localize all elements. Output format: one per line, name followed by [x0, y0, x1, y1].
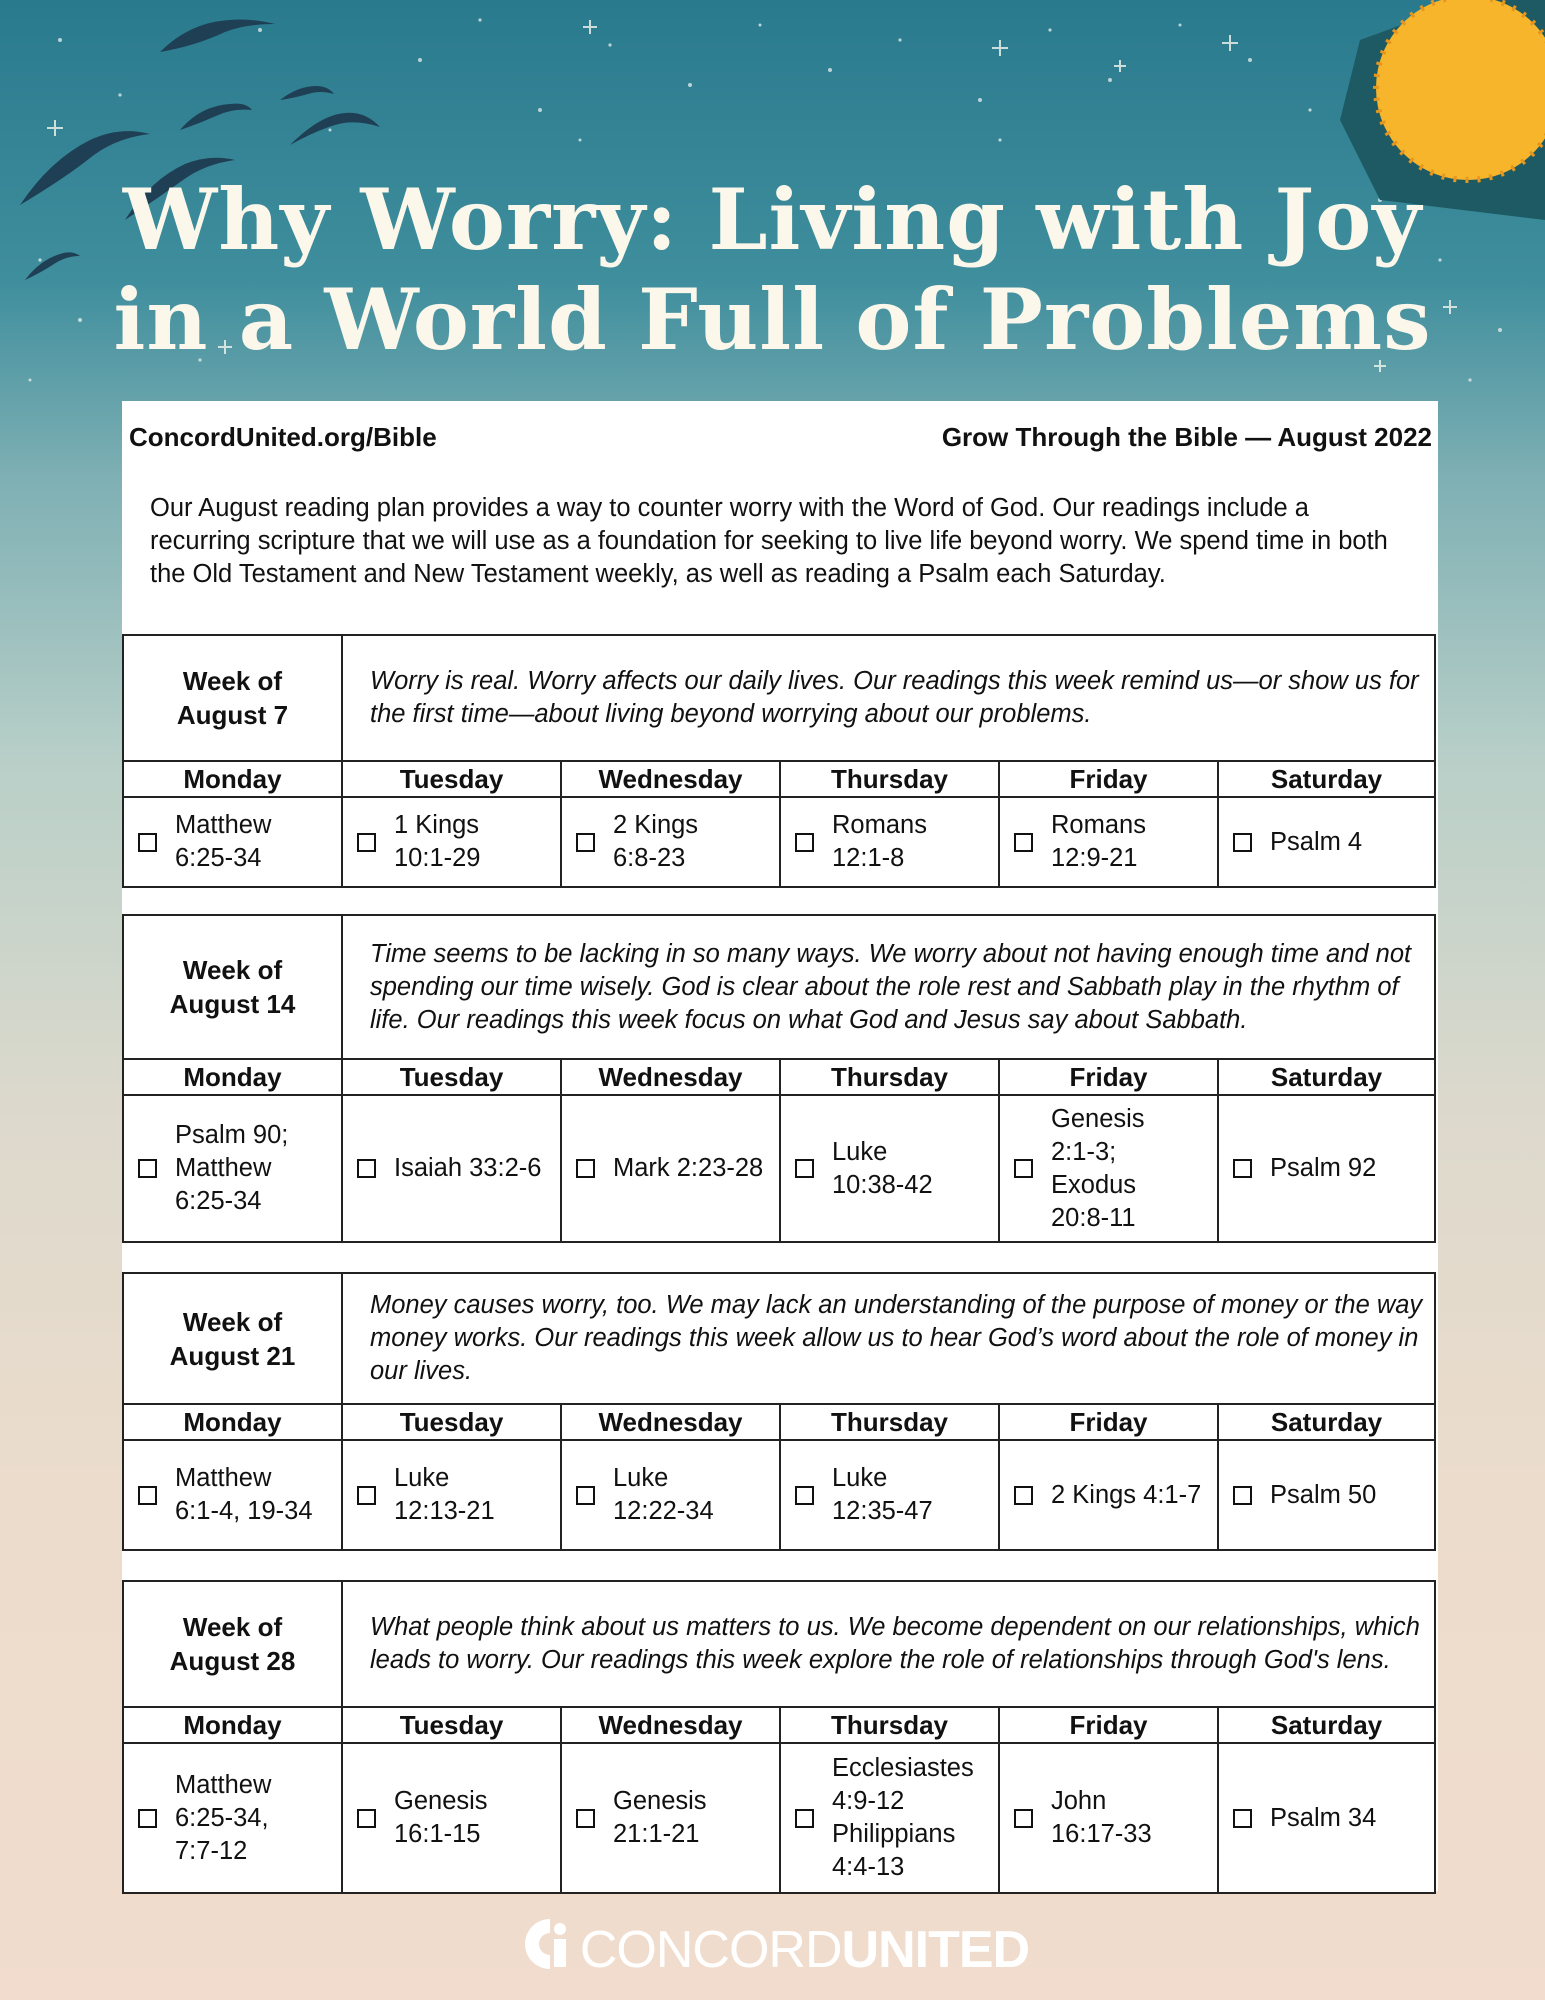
- checkbox-icon[interactable]: [138, 1159, 157, 1178]
- day-name: Friday: [1000, 1708, 1219, 1742]
- day-name: Thursday: [781, 762, 1000, 796]
- checkbox-icon[interactable]: [576, 1159, 595, 1178]
- checkbox-icon[interactable]: [1233, 833, 1252, 852]
- reading-row: [124, 1096, 1434, 1241]
- day-name: Saturday: [1270, 764, 1383, 794]
- intro-paragraph: Our August reading plan provides a way to counter worry with the Word of God. Our readings include a recurring scripture that we will use as a foundation for seeking to live life beyond worry. We spend time in both the Old Testament and New Testament weekly, as well as reading a Psalm each Saturday.: [150, 494, 1388, 588]
- checkbox-icon[interactable]: [795, 1159, 814, 1178]
- reading-reference: Luke 12:13-21: [394, 1464, 495, 1525]
- reading-reference: 1 Kings 10:1-29: [394, 811, 481, 872]
- reading-reference: Psalm 90; Matthew 6:25-34: [175, 1121, 289, 1215]
- logo-text-concord: CONCORD: [579, 1921, 842, 1979]
- checkbox-icon[interactable]: [138, 1486, 157, 1505]
- reading-row: [124, 1744, 1434, 1892]
- week-label: Week of August 28: [124, 1582, 343, 1706]
- week-header: [124, 1274, 1434, 1405]
- checkbox-icon[interactable]: [357, 1809, 376, 1828]
- plan-heading: Grow Through the Bible — August 2022: [941, 422, 1432, 452]
- reading-reference: Matthew 6:25-34, 7:7-12: [175, 1770, 272, 1865]
- day-name: Friday: [1000, 1060, 1219, 1094]
- page-title: [0, 170, 1545, 370]
- reading-reference: Genesis 21:1-21: [613, 1787, 707, 1848]
- reading-reference: Romans 12:9-21: [1051, 811, 1146, 872]
- week-header: [124, 916, 1434, 1060]
- day-name: Saturday: [1270, 1407, 1383, 1437]
- reading-cell: [124, 1744, 343, 1892]
- day-name: Wednesday: [562, 1060, 781, 1094]
- reading-cell: [1000, 1441, 1219, 1549]
- reading-cell: [1219, 1441, 1434, 1549]
- checkbox-icon[interactable]: [357, 1159, 376, 1178]
- bird-icon: [160, 20, 275, 53]
- week-block: [122, 914, 1436, 1243]
- concord-logo-icon: [516, 1915, 574, 1973]
- day-name: Tuesday: [343, 1708, 562, 1742]
- checkbox-icon[interactable]: [1014, 833, 1033, 852]
- reading-cell: [781, 798, 1000, 886]
- reading-cell: [562, 1096, 781, 1241]
- week-label: Week of August 21: [124, 1274, 343, 1403]
- reading-reference: Luke 12:35-47: [832, 1464, 933, 1525]
- reading-cell: [124, 798, 343, 886]
- checkbox-icon[interactable]: [1014, 1809, 1033, 1828]
- week-block: [122, 634, 1436, 888]
- checkbox-icon[interactable]: [1233, 1809, 1252, 1828]
- reading-cell: [343, 798, 562, 886]
- reading-reference: Mark 2:23-28: [613, 1154, 764, 1182]
- reading-cell: [1219, 798, 1434, 886]
- day-name: Monday: [124, 1708, 343, 1742]
- title-line-1: Why Worry: Living with Joy: [122, 170, 1423, 269]
- checkbox-icon[interactable]: [576, 1486, 595, 1505]
- checkbox-icon[interactable]: [795, 1809, 814, 1828]
- checkbox-icon[interactable]: [357, 833, 376, 852]
- logo-text-united: UNITED: [841, 1921, 1030, 1979]
- reading-reference: Psalm 4: [1270, 827, 1363, 856]
- checkbox-icon[interactable]: [795, 833, 814, 852]
- day-name: Wednesday: [562, 762, 781, 796]
- website-link[interactable]: ConcordUnited.org/Bible: [129, 422, 437, 452]
- day-name: Thursday: [781, 1708, 1000, 1742]
- reading-cell: [562, 1744, 781, 1892]
- week-header: [124, 1582, 1434, 1708]
- day-header-row: [124, 1708, 1434, 1744]
- day-name: Thursday: [781, 1060, 1000, 1094]
- reading-cell: [1000, 1744, 1219, 1892]
- day-header-row: [124, 1060, 1434, 1096]
- checkbox-icon[interactable]: [1014, 1159, 1033, 1178]
- checkbox-icon[interactable]: [1233, 1486, 1252, 1505]
- reading-row: [124, 1441, 1434, 1549]
- day-name: Monday: [124, 1060, 343, 1094]
- week-label: Week of August 14: [124, 916, 343, 1058]
- day-name: Tuesday: [343, 1060, 562, 1094]
- day-name: Tuesday: [343, 1405, 562, 1439]
- day-name: Monday: [124, 762, 343, 796]
- reading-cell: [124, 1441, 343, 1549]
- reading-cell: [1000, 798, 1219, 886]
- bird-icon: [180, 104, 252, 130]
- reading-row: [124, 798, 1434, 886]
- week-block: [122, 1272, 1436, 1551]
- reading-cell: [343, 1744, 562, 1892]
- day-name: Thursday: [781, 1405, 1000, 1439]
- checkbox-icon[interactable]: [576, 1809, 595, 1828]
- reading-reference: Ecclesiastes 4:9-12 Philippians 4:4-13: [832, 1754, 974, 1881]
- reading-reference: Matthew 6:25-34: [175, 811, 272, 872]
- checkbox-icon[interactable]: [1014, 1486, 1033, 1505]
- reading-reference: John 16:17-33: [1051, 1787, 1152, 1848]
- reading-cell: [781, 1096, 1000, 1241]
- reading-reference: Luke 10:38-42: [832, 1137, 933, 1199]
- reading-reference: Psalm 92: [1270, 1154, 1377, 1182]
- day-name: Saturday: [1270, 1710, 1383, 1740]
- checkbox-icon[interactable]: [1233, 1159, 1252, 1178]
- reading-cell: [343, 1096, 562, 1241]
- reading-reference: Psalm 50: [1270, 1480, 1377, 1509]
- week-label: Week of August 7: [124, 636, 343, 760]
- checkbox-icon[interactable]: [138, 833, 157, 852]
- reading-cell: [124, 1096, 343, 1241]
- day-header-row: [124, 762, 1434, 798]
- reading-reference: Matthew 6:1-4, 19-34: [175, 1464, 313, 1525]
- reading-cell: [1000, 1096, 1219, 1241]
- day-name: Saturday: [1270, 1062, 1383, 1092]
- reading-cell: [343, 1441, 562, 1549]
- checkbox-icon[interactable]: [138, 1809, 157, 1828]
- reading-reference: Romans 12:1-8: [832, 811, 927, 872]
- checkbox-icon[interactable]: [357, 1486, 376, 1505]
- reading-reference: Genesis 16:1-15: [394, 1787, 488, 1848]
- reading-cell: [562, 1441, 781, 1549]
- bird-icon: [290, 113, 380, 145]
- checkbox-icon[interactable]: [795, 1486, 814, 1505]
- reading-reference: Genesis 2:1-3; Exodus 20:8-11: [1051, 1104, 1145, 1232]
- checkbox-icon[interactable]: [576, 833, 595, 852]
- bird-icon: [280, 86, 334, 100]
- day-name: Tuesday: [343, 762, 562, 796]
- week-description: Worry is real. Worry affects our daily lives. Our readings this week remind us—or show us for the first time—about living beyond worrying about our problems.: [370, 667, 1419, 728]
- reading-cell: [562, 798, 781, 886]
- reading-reference: Isaiah 33:2-6: [394, 1154, 542, 1182]
- concord-united-logo: [0, 1915, 1545, 1980]
- reading-reference: Psalm 34: [1270, 1803, 1377, 1832]
- day-name: Friday: [1000, 1405, 1219, 1439]
- day-name: Friday: [1000, 762, 1219, 796]
- reading-reference: Luke 12:22-34: [613, 1464, 714, 1525]
- week-description: Time seems to be lacking in so many ways. We worry about not having enough time and not spending our time wisely. God is clear about the role rest and Sabbath play in the rhythm of life. Our readings this week focus on what God and Jesus say about Sabbath.: [370, 939, 1412, 1034]
- reading-cell: [1219, 1096, 1434, 1241]
- week-block: [122, 1580, 1436, 1894]
- week-description: Money causes worry, too. We may lack an understanding of the purpose of money or the way money works. Our readings this week allow us to hear God’s word about the role of money in our lives.: [370, 1291, 1423, 1385]
- reading-cell: [1219, 1744, 1434, 1892]
- day-name: Wednesday: [562, 1708, 781, 1742]
- day-name: Monday: [124, 1405, 343, 1439]
- reading-cell: [781, 1744, 1000, 1892]
- reading-reference: 2 Kings 6:8-23: [613, 811, 699, 872]
- day-name: Wednesday: [562, 1405, 781, 1439]
- reading-reference: 2 Kings 4:1-7: [1051, 1480, 1202, 1509]
- title-line-2: in a World Full of Problems: [113, 270, 1432, 369]
- day-header-row: [124, 1405, 1434, 1441]
- week-description: What people think about us matters to us. We become dependent on our relationships, which leads to worry. Our readings this week explore the role of relationships through God's lens.: [370, 1613, 1420, 1674]
- week-header: [124, 636, 1434, 762]
- reading-cell: [781, 1441, 1000, 1549]
